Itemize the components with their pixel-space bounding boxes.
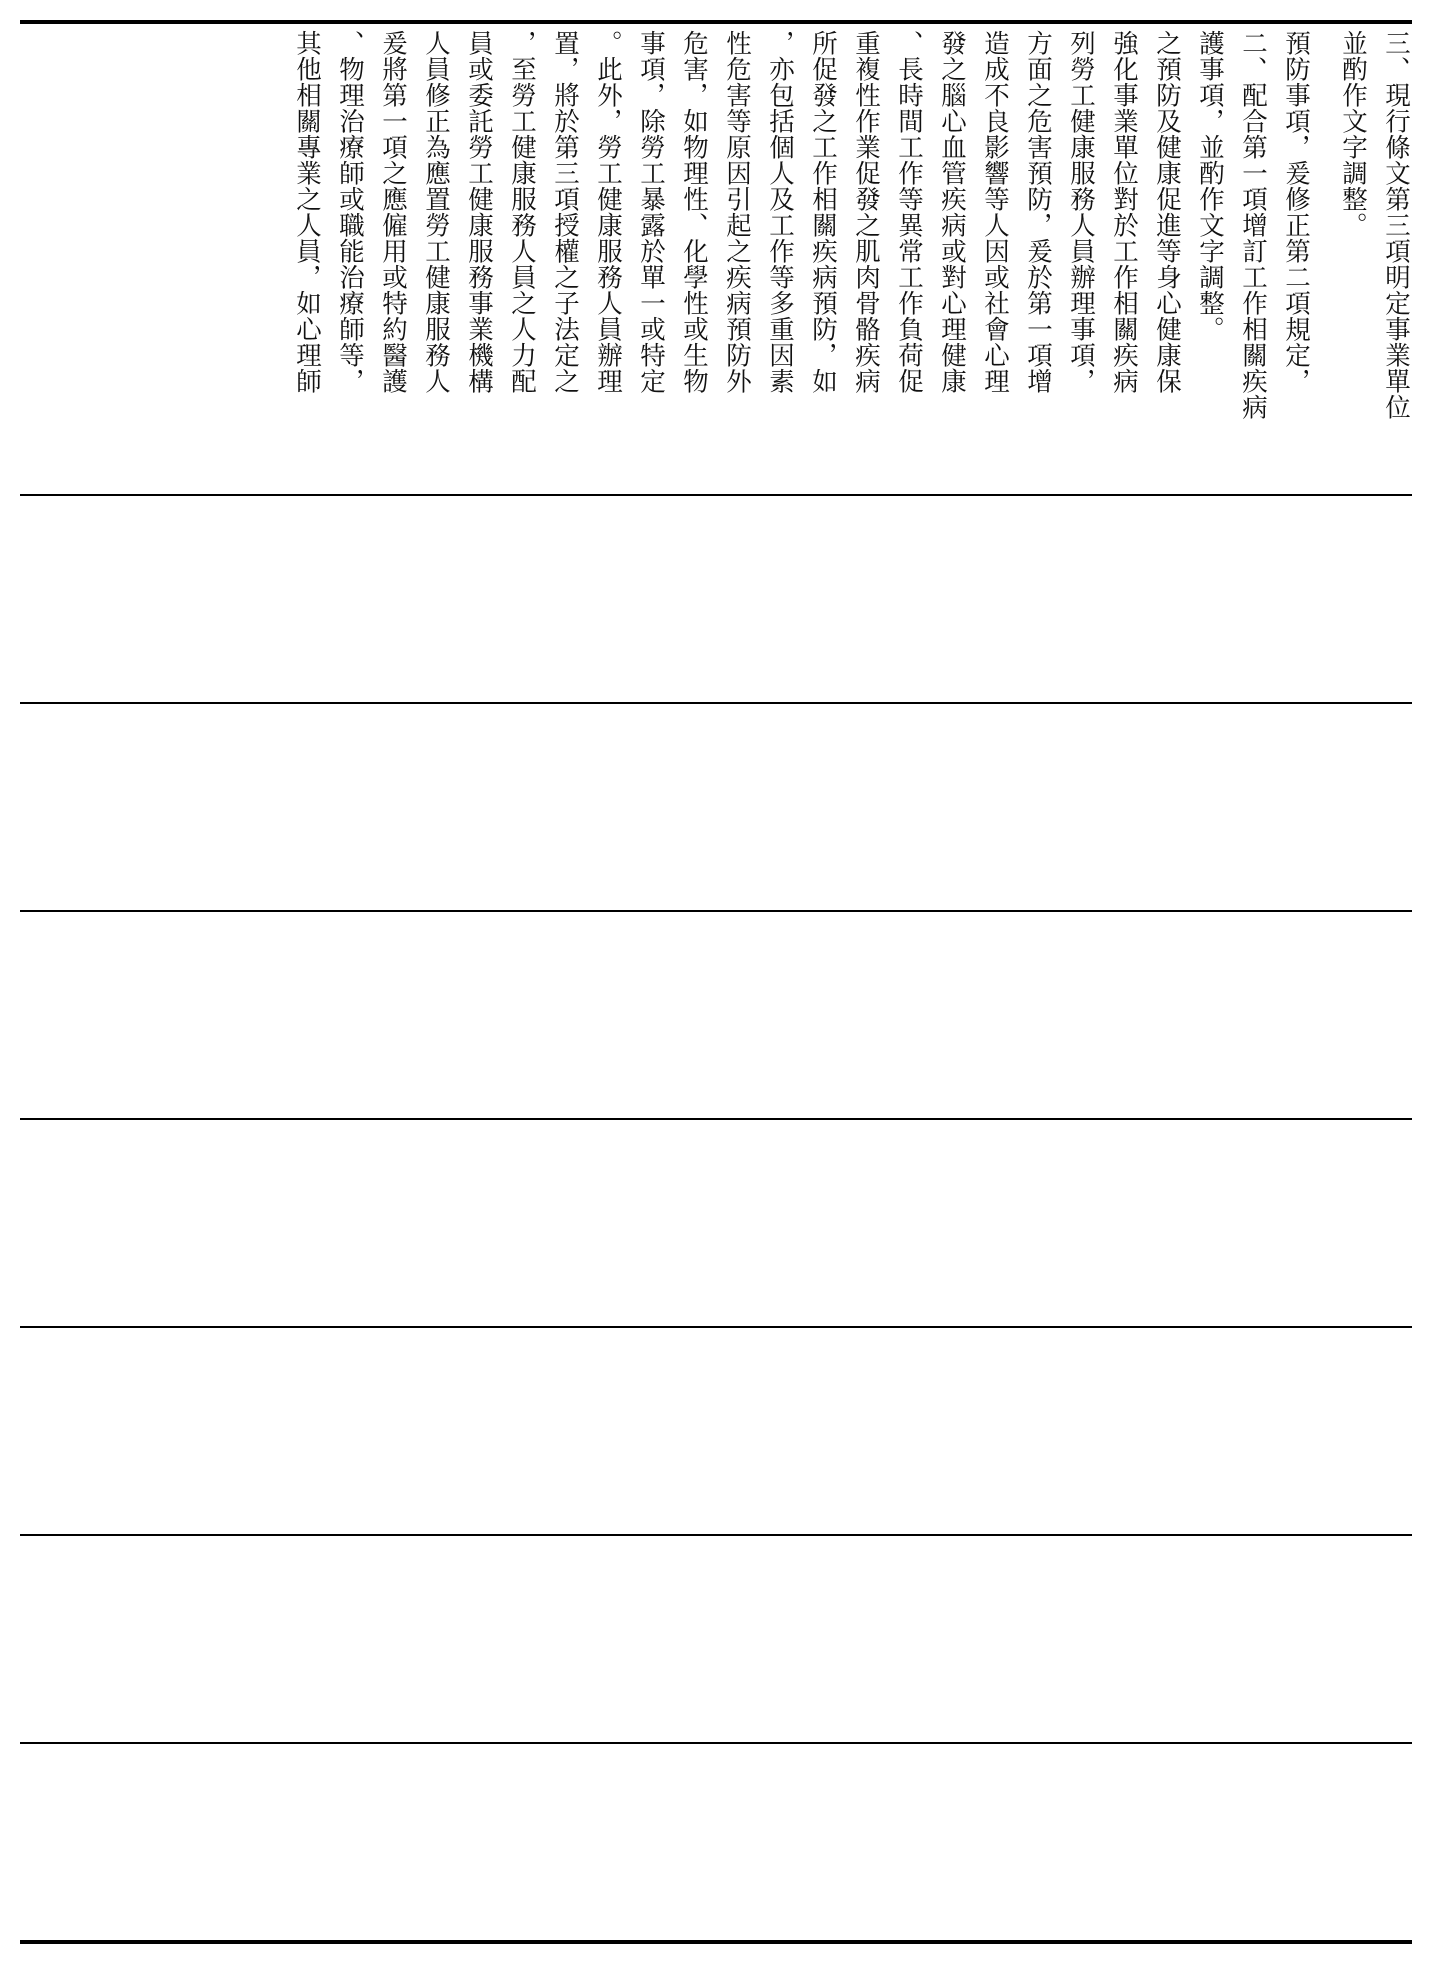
text-column: 強化事業單位對於工作相關疾病 (1109, 30, 1139, 394)
text-column: ，亦包括個人及工作等多重因素 (765, 30, 795, 394)
text-column: 、物理治療師或職能治療師等， (335, 30, 365, 394)
row-divider (20, 1534, 1412, 1536)
text-column: 性危害等原因引起之疾病預防外 (722, 30, 752, 394)
text-column: 其他相關專業之人員，如心理師 (292, 30, 322, 394)
text-column: 預防事項，爰修正第二項規定， (1281, 30, 1311, 394)
text-column: 二、配合第一項增訂工作相關疾病 (1238, 30, 1268, 420)
row-divider (20, 1742, 1412, 1744)
row-divider (20, 1326, 1412, 1328)
text-column: 人員修正為應置勞工健康服務人 (421, 30, 451, 394)
text-column: 所促發之工作相關疾病預防，如 (808, 30, 838, 394)
row-divider (20, 494, 1412, 496)
text-column: 置，將於第三項授權之子法定之 (550, 30, 580, 394)
text-column: 並酌作文字調整。 (1338, 30, 1368, 238)
text-column: 方面之危害預防，爰於第一項增 (1023, 30, 1053, 394)
row-divider (20, 702, 1412, 704)
vertical-text-block (28, 22, 1411, 492)
text-column: 事項，除勞工暴露於單一或特定 (636, 30, 666, 394)
text-column: 重複性作業促發之肌肉骨骼疾病 (851, 30, 881, 394)
text-column: 三、現行條文第三項明定事業單位 (1381, 30, 1411, 420)
text-column: ，至勞工健康服務人員之人力配 (507, 30, 537, 394)
table-bottom-border (20, 1940, 1412, 1944)
text-column: 之預防及健康促進等身心健康保 (1152, 30, 1182, 394)
text-column: 造成不良影響等人因或社會心理 (980, 30, 1010, 394)
row-divider (20, 910, 1412, 912)
text-column: 。此外，勞工健康服務人員辦理 (593, 30, 623, 394)
row-divider (20, 1118, 1412, 1120)
text-column: 發之腦心血管疾病或對心理健康 (937, 30, 967, 394)
text-column: 危害，如物理性、化學性或生物 (679, 30, 709, 394)
text-column: 列勞工健康服務人員辦理事項， (1066, 30, 1096, 394)
text-column: 員或委託勞工健康服務事業機構 (464, 30, 494, 394)
text-column: 爰將第一項之應僱用或特約醫護 (378, 30, 408, 394)
text-column: 護事項，並酌作文字調整。 (1195, 30, 1225, 342)
text-column: 、長時間工作等異常工作負荷促 (894, 30, 924, 394)
